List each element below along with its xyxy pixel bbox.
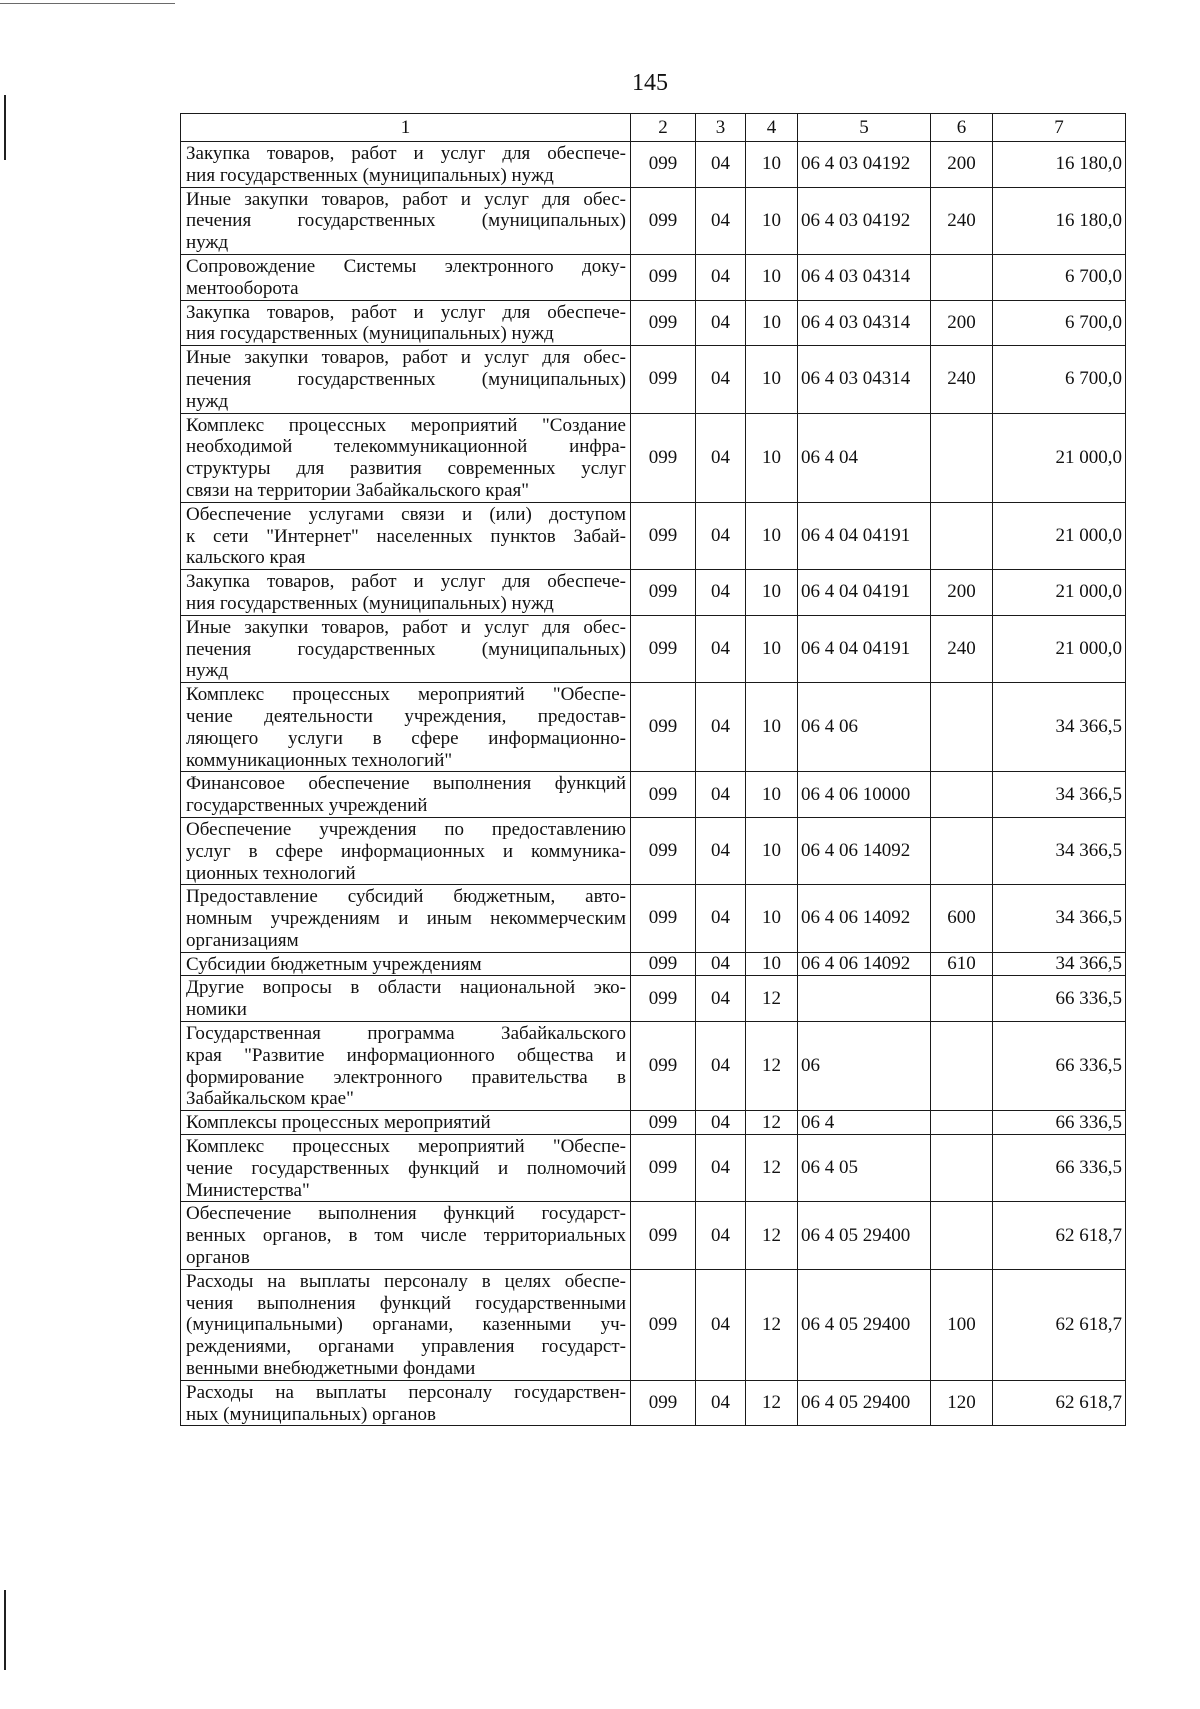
row-description-line: чение государственных функций и полномочий [186,1157,626,1179]
row-description [181,1380,631,1426]
cell-amount: 66 336,5 [993,1022,1126,1111]
cell-subsection: 12 [746,1111,798,1135]
cell-target-article: 06 4 06 10000 [798,772,931,818]
cell-target-article: 06 4 04 04191 [798,615,931,682]
cell-expense-type [931,413,993,502]
row-description-line: номики [186,999,247,1021]
cell-admin-code: 099 [631,615,696,682]
cell-section: 04 [696,570,746,616]
row-description-line: организациям [186,929,299,951]
cell-admin-code: 099 [631,346,696,413]
row-description-line: Комплекс процессных мероприятий "Обеспе- [186,684,626,706]
row-description [181,1269,631,1380]
row-description-line: структуры для развития современных услуг [186,458,626,480]
cell-admin-code: 099 [631,187,696,254]
cell-expense-type: 120 [931,1380,993,1426]
cell-expense-type [931,817,993,884]
column-header: 3 [696,114,746,142]
cell-admin-code: 099 [631,1202,696,1269]
cell-target-article: 06 4 03 04314 [798,300,931,346]
row-description-line: венными внебюджетными фондами [186,1358,476,1380]
cell-section: 04 [696,1111,746,1135]
cell-amount: 66 336,5 [993,1111,1126,1135]
cell-subsection: 12 [746,976,798,1022]
cell-section: 04 [696,1022,746,1111]
cell-admin-code: 099 [631,885,696,952]
cell-amount: 62 618,7 [993,1269,1126,1380]
row-description-line: нужд [186,232,229,254]
table-row [181,1202,1126,1269]
row-description-line: связи на территории Забайкальского края" [186,479,530,501]
row-description-line: Комплекс процессных мероприятий "Обеспе- [186,1136,626,1158]
table-row [181,1111,1126,1135]
cell-target-article: 06 4 05 29400 [798,1202,931,1269]
row-description-line: Закупка товаров, работ и услуг для обеспече- [186,143,626,164]
cell-subsection: 10 [746,817,798,884]
cell-section: 04 [696,683,746,772]
cell-amount: 6 700,0 [993,346,1126,413]
cell-amount: 21 000,0 [993,502,1126,569]
row-description [181,570,631,616]
cell-amount: 21 000,0 [993,615,1126,682]
cell-expense-type: 240 [931,346,993,413]
row-description-line: ционных технологий [186,862,356,884]
cell-admin-code: 099 [631,1380,696,1426]
row-description-line: нужд [186,660,229,682]
cell-expense-type [931,976,993,1022]
row-description-line: кальского края [186,547,306,569]
row-description [181,413,631,502]
table-row [181,570,1126,616]
cell-amount: 16 180,0 [993,187,1126,254]
cell-subsection: 10 [746,772,798,818]
cell-amount: 34 366,5 [993,817,1126,884]
row-description [181,142,631,188]
row-description [181,1111,631,1135]
cell-admin-code: 099 [631,1111,696,1135]
cell-section: 04 [696,1202,746,1269]
row-description-line: Закупка товаров, работ и услуг для обеспече- [186,571,626,593]
row-description-line: необходимой телекоммуникационной инфра- [186,436,626,458]
cell-admin-code: 099 [631,772,696,818]
row-description-line: печения государственных (муниципальных) [186,210,626,232]
cell-amount: 21 000,0 [993,413,1126,502]
cell-subsection: 10 [746,502,798,569]
table-row [181,615,1126,682]
cell-subsection: 12 [746,1269,798,1380]
cell-admin-code: 099 [631,413,696,502]
row-description [181,615,631,682]
cell-section: 04 [696,502,746,569]
cell-amount: 21 000,0 [993,570,1126,616]
cell-amount: 34 366,5 [993,952,1126,976]
table-header-row [181,114,1126,142]
row-description-line: Субсидии бюджетным учреждениям [186,953,482,975]
cell-section: 04 [696,885,746,952]
table-row [181,1022,1126,1111]
cell-amount: 16 180,0 [993,142,1126,188]
row-description-line: формирование электронного правительства в [186,1066,626,1088]
cell-target-article: 06 4 03 04314 [798,346,931,413]
cell-target-article: 06 4 [798,1111,931,1135]
cell-expense-type: 600 [931,885,993,952]
row-description [181,772,631,818]
scan-edge-line [0,3,175,4]
row-description [181,817,631,884]
cell-expense-type [931,254,993,300]
cell-subsection: 10 [746,952,798,976]
cell-subsection: 10 [746,346,798,413]
row-description [181,683,631,772]
cell-admin-code: 099 [631,142,696,188]
row-description-line: органов [186,1247,250,1269]
cell-subsection: 10 [746,570,798,616]
cell-target-article: 06 4 04 04191 [798,570,931,616]
cell-subsection: 12 [746,1380,798,1426]
row-description-line: Обеспечение учреждения по предоставлению [186,818,626,840]
cell-amount: 66 336,5 [993,1135,1126,1202]
table-row [181,817,1126,884]
cell-target-article: 06 4 03 04314 [798,254,931,300]
page-number: 145 [632,70,668,96]
row-description-line: Обеспечение выполнения функций государст- [186,1203,626,1225]
row-description [181,254,631,300]
scan-margin-mark [4,1590,6,1670]
cell-amount: 34 366,5 [993,885,1126,952]
cell-target-article: 06 4 06 14092 [798,952,931,976]
table-row [181,413,1126,502]
row-description-line: нужд [186,390,229,412]
table-row [181,976,1126,1022]
cell-subsection: 10 [746,142,798,188]
table-row [181,502,1126,569]
row-description-line: печения государственных (муниципальных) [186,638,626,660]
cell-section: 04 [696,772,746,818]
row-description-line: Иные закупки товаров, работ и услуг для обес- [186,347,626,369]
row-description [181,502,631,569]
cell-section: 04 [696,952,746,976]
row-description [181,346,631,413]
row-description-line: Забайкальском крае" [186,1088,354,1110]
row-description-line: Иные закупки товаров, работ и услуг для обес- [186,188,626,210]
cell-expense-type: 200 [931,300,993,346]
cell-amount: 62 618,7 [993,1202,1126,1269]
cell-expense-type [931,683,993,772]
cell-admin-code: 099 [631,683,696,772]
cell-target-article: 06 4 06 14092 [798,817,931,884]
cell-target-article: 06 4 06 14092 [798,885,931,952]
row-description [181,885,631,952]
cell-amount: 6 700,0 [993,254,1126,300]
cell-subsection: 12 [746,1022,798,1111]
table-row [181,1380,1126,1426]
row-description-line: услуг в сфере информационных и коммуника- [186,840,626,862]
row-description-line: (муниципальными) органами, казенными уч- [186,1314,626,1336]
row-description-line: печения государственных (муниципальных) [186,368,626,390]
row-description-line: Расходы на выплаты персоналу в целях обеспе- [186,1270,626,1292]
row-description-line: государственных учреждений [186,795,428,817]
row-description-line: ния государственных (муниципальных) нужд [186,592,554,614]
cell-section: 04 [696,142,746,188]
table-row [181,300,1126,346]
row-description-line: Государственная программа Забайкальского [186,1023,626,1045]
cell-subsection: 10 [746,187,798,254]
row-description-line: ния государственных (муниципальных) нужд [186,164,554,186]
table-row [181,772,1126,818]
table-row [181,885,1126,952]
cell-expense-type: 200 [931,142,993,188]
row-description-line: Сопровождение Системы электронного доку- [186,255,626,277]
table-row [181,1269,1126,1380]
row-description-line: чения выполнения функций государственными [186,1292,626,1314]
cell-target-article: 06 4 05 29400 [798,1380,931,1426]
cell-subsection: 10 [746,615,798,682]
cell-section: 04 [696,1269,746,1380]
cell-expense-type: 100 [931,1269,993,1380]
cell-section: 04 [696,1135,746,1202]
row-description-line: Финансовое обеспечение выполнения функций [186,773,626,795]
cell-section: 04 [696,300,746,346]
row-description [181,952,631,976]
table-body [181,142,1126,1426]
cell-target-article: 06 4 06 [798,683,931,772]
cell-admin-code: 099 [631,254,696,300]
cell-admin-code: 099 [631,1269,696,1380]
cell-target-article: 06 [798,1022,931,1111]
row-description [181,1202,631,1269]
column-header: 5 [798,114,931,142]
row-description-line: ния государственных (муниципальных) нужд [186,323,554,345]
row-description-line: Расходы на выплаты персоналу государствен- [186,1381,626,1403]
scan-margin-mark [4,95,6,160]
row-description [181,187,631,254]
cell-amount: 6 700,0 [993,300,1126,346]
row-description-line: ных (муниципальных) органов [186,1403,436,1425]
row-description-line: Комплексы процессных мероприятий [186,1112,491,1134]
row-description-line: Министерства" [186,1179,310,1201]
cell-target-article: 06 4 03 04192 [798,142,931,188]
table-row [181,187,1126,254]
cell-amount: 34 366,5 [993,683,1126,772]
cell-admin-code: 099 [631,300,696,346]
cell-subsection: 12 [746,1135,798,1202]
row-description-line: ментооборота [186,277,299,299]
cell-target-article: 06 4 05 [798,1135,931,1202]
cell-admin-code: 099 [631,817,696,884]
row-description [181,976,631,1022]
column-header: 2 [631,114,696,142]
row-description-line: Предоставление субсидий бюджетным, авто- [186,886,626,908]
cell-subsection: 10 [746,300,798,346]
cell-admin-code: 099 [631,976,696,1022]
row-description-line: венных органов, в том числе территориальных [186,1225,626,1247]
row-description-line: номным учреждениям и иным некоммерческим [186,908,626,930]
cell-section: 04 [696,976,746,1022]
cell-expense-type [931,1111,993,1135]
row-description-line: края "Развитие информационного общества и [186,1044,626,1066]
row-description-line: Комплекс процессных мероприятий "Создание [186,414,626,436]
row-description-line: Другие вопросы в области национальной эко- [186,977,626,999]
column-header: 7 [993,114,1126,142]
cell-target-article [798,976,931,1022]
table-row [181,346,1126,413]
row-description-line: коммуникационных технологий" [186,749,453,771]
row-description-line: ляющего услуги в сфере информационно- [186,727,626,749]
table-row [181,254,1126,300]
cell-subsection: 10 [746,683,798,772]
row-description-line: Иные закупки товаров, работ и услуг для обес- [186,616,626,638]
cell-expense-type: 200 [931,570,993,616]
row-description-line: к сети "Интернет" населенных пунктов Забай- [186,525,626,547]
column-header: 1 [181,114,631,142]
row-description [181,300,631,346]
row-description-line: реждениями, органами управления государст- [186,1336,626,1358]
cell-target-article: 06 4 04 [798,413,931,502]
cell-expense-type [931,1135,993,1202]
cell-section: 04 [696,254,746,300]
cell-section: 04 [696,615,746,682]
cell-subsection: 12 [746,1202,798,1269]
column-header: 6 [931,114,993,142]
cell-expense-type: 240 [931,187,993,254]
cell-expense-type [931,772,993,818]
cell-target-article: 06 4 05 29400 [798,1269,931,1380]
cell-expense-type [931,1202,993,1269]
cell-admin-code: 099 [631,570,696,616]
cell-subsection: 10 [746,254,798,300]
cell-section: 04 [696,1380,746,1426]
cell-admin-code: 099 [631,1135,696,1202]
cell-admin-code: 099 [631,952,696,976]
cell-expense-type [931,502,993,569]
cell-expense-type: 610 [931,952,993,976]
cell-section: 04 [696,413,746,502]
table-row [181,142,1126,188]
cell-amount: 66 336,5 [993,976,1126,1022]
cell-expense-type [931,1022,993,1111]
row-description-line: Закупка товаров, работ и услуг для обеспече- [186,301,626,323]
row-description-line: Обеспечение услугами связи и (или) доступом [186,503,626,525]
column-header: 4 [746,114,798,142]
cell-expense-type: 240 [931,615,993,682]
budget-table [180,113,1126,1426]
cell-subsection: 10 [746,885,798,952]
cell-admin-code: 099 [631,502,696,569]
table-row [181,952,1126,976]
cell-section: 04 [696,187,746,254]
cell-target-article: 06 4 04 04191 [798,502,931,569]
table-row [181,1135,1126,1202]
cell-amount: 62 618,7 [993,1380,1126,1426]
table-row [181,683,1126,772]
cell-target-article: 06 4 03 04192 [798,187,931,254]
row-description-line: чение деятельности учреждения, предостав- [186,705,626,727]
row-description [181,1022,631,1111]
row-description [181,1135,631,1202]
cell-amount: 34 366,5 [993,772,1126,818]
cell-subsection: 10 [746,413,798,502]
cell-section: 04 [696,817,746,884]
cell-section: 04 [696,346,746,413]
cell-admin-code: 099 [631,1022,696,1111]
